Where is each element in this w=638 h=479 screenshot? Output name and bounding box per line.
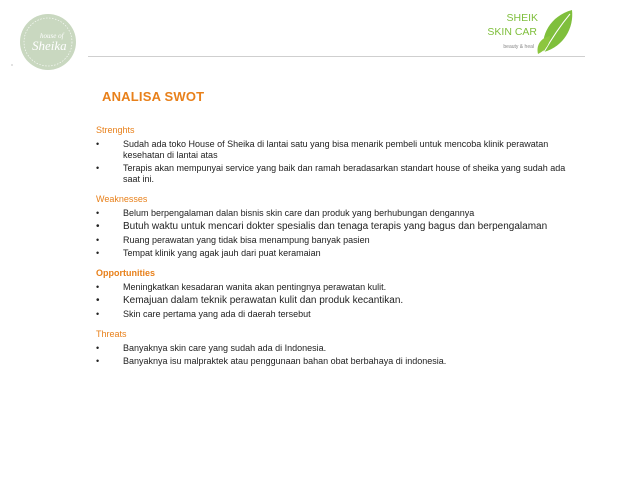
list-item bbox=[96, 356, 576, 367]
section-opportunities bbox=[96, 267, 576, 320]
swot-content bbox=[96, 124, 576, 375]
bullet-icon: • bbox=[96, 221, 100, 232]
list-item bbox=[96, 282, 576, 293]
slide-title: ANALISA SWOT bbox=[102, 89, 205, 104]
list-item-text: Banyaknya skin care yang sudah ada di Indonesia. bbox=[123, 343, 327, 353]
house-of-sheika-logo bbox=[19, 13, 77, 71]
bullet-icon: • bbox=[96, 139, 100, 149]
section-heading: Threats bbox=[96, 329, 127, 339]
list-item bbox=[96, 309, 576, 320]
section-heading: Opportunities bbox=[96, 268, 155, 278]
bullet-icon: • bbox=[96, 208, 100, 218]
green-leaves-icon bbox=[536, 6, 576, 56]
section-weaknesses bbox=[96, 193, 576, 259]
list-item bbox=[96, 295, 576, 307]
brand-name-line2: SKIN CAR bbox=[487, 26, 537, 38]
bullet-icon: • bbox=[96, 235, 100, 245]
header-divider bbox=[88, 56, 585, 57]
list-item bbox=[96, 163, 576, 185]
list-item-text: Belum berpengalaman dalan bisnis skin care dan produk yang berhubungan dengannya bbox=[123, 208, 475, 218]
logo-circle-icon bbox=[19, 13, 77, 71]
logo-text-sheika: Sheika bbox=[32, 38, 67, 53]
logo-text-house-of: house of bbox=[40, 32, 64, 40]
list-item-text: Banyaknya isu malpraktek atau penggunaan bahan obat berbahaya di indonesia. bbox=[123, 356, 447, 366]
list-item bbox=[96, 208, 576, 219]
bullet-icon: • bbox=[96, 282, 100, 292]
list-item bbox=[96, 139, 576, 161]
bullet-icon: • bbox=[96, 295, 100, 306]
bullet-icon: • bbox=[96, 248, 100, 258]
decorative-dot bbox=[11, 64, 13, 66]
sheika-skin-care-logo bbox=[482, 6, 574, 58]
list-item-text: Sudah ada toko House of Sheika di lantai satu yang bisa menarik pembeli untuk mencoba klinik perawatan kesehatan di lantai atas bbox=[123, 139, 549, 160]
section-threats bbox=[96, 328, 576, 367]
list-item-text: Tempat klinik yang agak jauh dari puat keramaian bbox=[123, 248, 321, 258]
list-item-text: Ruang perawatan yang tidak bisa menampung banyak pasien bbox=[123, 235, 370, 245]
bullet-icon: • bbox=[96, 163, 100, 173]
section-heading: Strenghts bbox=[96, 125, 135, 135]
list-item bbox=[96, 235, 576, 246]
list-item bbox=[96, 221, 576, 233]
section-heading: Weaknesses bbox=[96, 194, 148, 204]
bullet-icon: • bbox=[96, 343, 100, 353]
section-strengths bbox=[96, 124, 576, 185]
list-item-text: Kemajuan dalam teknik perawatan kulit dan produk kecantikan. bbox=[123, 295, 404, 306]
list-item bbox=[96, 248, 576, 259]
list-item bbox=[96, 343, 576, 354]
brand-name-line1: SHEIK bbox=[506, 12, 538, 24]
list-item-text: Terapis akan mempunyai service yang baik dan ramah beradasarkan standart house of sheika yang sudah ada saat ini. bbox=[123, 163, 566, 184]
bullet-icon: • bbox=[96, 309, 100, 319]
list-item-text: Skin care pertama yang ada di daerah tersebut bbox=[123, 309, 311, 319]
brand-tagline: beauty & heal bbox=[503, 44, 534, 50]
bullet-icon: • bbox=[96, 356, 100, 366]
list-item-text: Butuh waktu untuk mencari dokter spesialis dan tenaga terapis yang bagus dan berpengalaman bbox=[123, 221, 548, 232]
list-item-text: Meningkatkan kesadaran wanita akan pentingnya perawatan kulit. bbox=[123, 282, 387, 292]
